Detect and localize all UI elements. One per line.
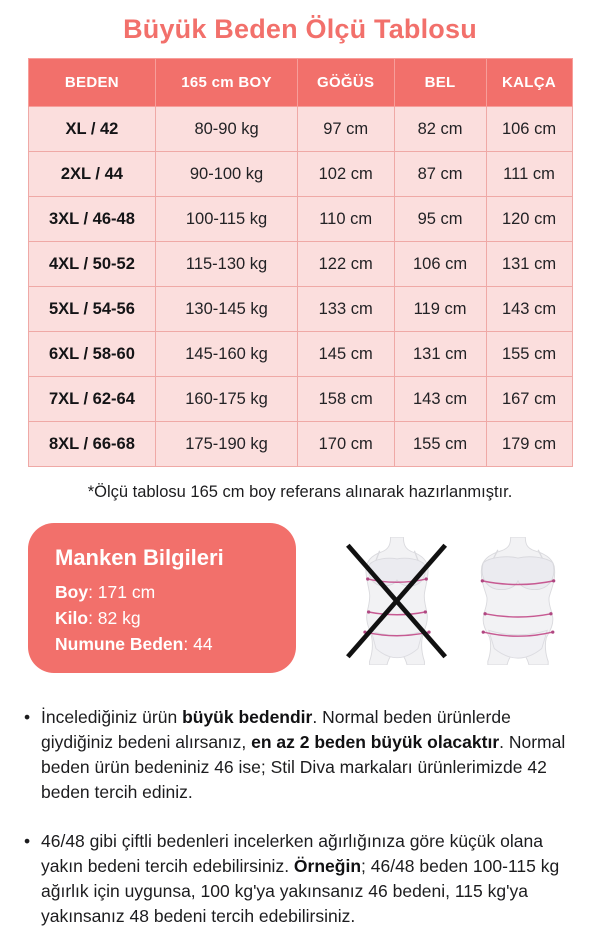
- slim-body-figure-crossed: [345, 537, 449, 665]
- weight-range-cell: 115-130 kg: [156, 242, 297, 287]
- weight-range-cell: 100-115 kg: [156, 197, 297, 242]
- waist-cell: 82 cm: [394, 107, 486, 152]
- size-table-row: [28, 197, 572, 242]
- waist-cell: 106 cm: [394, 242, 486, 287]
- table-footnote: *Ölçü tablosu 165 cm boy referans alınarak hazırlanmıştır.: [87, 483, 513, 501]
- size-cell: 4XL / 50-52: [28, 242, 156, 287]
- x-mark-icon: [345, 537, 449, 665]
- weight-range-cell: 160-175 kg: [156, 377, 297, 422]
- plus-body-silhouette: [462, 537, 574, 665]
- column-header-bel: BEL: [394, 59, 486, 107]
- model-info-line: Numune Beden: 44: [55, 633, 213, 654]
- note-text: 46/48 gibi çiftli bedenleri incelerken ağırlığınıza göre küçük olana yakın bedeni tercih edebilirsiniz. Örneğin; 46/48 beden 100-115 kg ağırlık için uygunsa, 100 kg'ya yakınsanız 46 bedeni, 115 kg'ya yakınsanız 48 bedeni tercih edebilirsiniz.: [41, 831, 560, 927]
- note-text: İncelediğiniz ürün büyük bedendir. Normal beden ürünlerde giydiğiniz bedeni alırsanız, en az 2 beden büyük olacaktır. Normal beden ürün bedeniniz 46 ise; Stil Diva markaları ürünlerimizde 42 beden tercih ediniz.: [41, 707, 566, 803]
- size-cell: 7XL / 62-64: [28, 377, 156, 422]
- column-header-gogus: GÖĞÜS: [297, 59, 394, 107]
- size-cell: 2XL / 44: [28, 152, 156, 197]
- waist-cell: 119 cm: [394, 287, 486, 332]
- notes-list: [22, 705, 578, 929]
- size-chart-page: [0, 14, 600, 927]
- bust-cell: 158 cm: [297, 377, 394, 422]
- plus-body-figure: [462, 537, 574, 665]
- hip-cell: 155 cm: [486, 332, 572, 377]
- bust-cell: 102 cm: [297, 152, 394, 197]
- size-cell: 5XL / 54-56: [28, 287, 156, 332]
- bust-cell: 170 cm: [297, 422, 394, 467]
- waist-cell: 87 cm: [394, 152, 486, 197]
- size-table-row: [28, 422, 572, 467]
- column-header-boy: 165 cm BOY: [156, 59, 297, 107]
- weight-range-cell: 90-100 kg: [156, 152, 297, 197]
- note-item: [22, 829, 578, 929]
- weight-range-cell: 145-160 kg: [156, 332, 297, 377]
- hip-cell: 131 cm: [486, 242, 572, 287]
- column-header-kalca: KALÇA: [486, 59, 572, 107]
- model-info-heading: Manken Bilgileri: [55, 545, 224, 570]
- column-header-beden: BEDEN: [28, 59, 156, 107]
- note-item: [22, 705, 578, 805]
- weight-range-cell: 130-145 kg: [156, 287, 297, 332]
- weight-range-cell: 175-190 kg: [156, 422, 297, 467]
- size-cell: XL / 42: [28, 107, 156, 152]
- bust-cell: 133 cm: [297, 287, 394, 332]
- hip-cell: 106 cm: [486, 107, 572, 152]
- size-table-row: [28, 107, 572, 152]
- waist-cell: 143 cm: [394, 377, 486, 422]
- bust-cell: 145 cm: [297, 332, 394, 377]
- model-info-lines: [55, 580, 286, 658]
- size-cell: 8XL / 66-68: [28, 422, 156, 467]
- size-table-row: [28, 152, 572, 197]
- size-table-row: [28, 242, 572, 287]
- model-info-line: Kilo: 82 kg: [55, 607, 141, 628]
- size-table: [28, 58, 573, 467]
- size-table-header-row: [28, 59, 572, 107]
- hip-cell: 120 cm: [486, 197, 572, 242]
- waist-cell: 155 cm: [394, 422, 486, 467]
- body-figures: [345, 537, 574, 665]
- size-table-row: [28, 332, 572, 377]
- hip-cell: 179 cm: [486, 422, 572, 467]
- page-title: Büyük Beden Ölçü Tablosu: [123, 14, 477, 44]
- model-info-card: [28, 523, 296, 673]
- bust-cell: 97 cm: [297, 107, 394, 152]
- waist-cell: 95 cm: [394, 197, 486, 242]
- hip-cell: 167 cm: [486, 377, 572, 422]
- model-info-section: [28, 523, 574, 673]
- hip-cell: 111 cm: [486, 152, 572, 197]
- model-info-line: Boy: 171 cm: [55, 582, 156, 602]
- hip-cell: 143 cm: [486, 287, 572, 332]
- size-table-row: [28, 377, 572, 422]
- bust-cell: 110 cm: [297, 197, 394, 242]
- size-cell: 6XL / 58-60: [28, 332, 156, 377]
- waist-cell: 131 cm: [394, 332, 486, 377]
- bust-cell: 122 cm: [297, 242, 394, 287]
- size-cell: 3XL / 46-48: [28, 197, 156, 242]
- size-table-row: [28, 287, 572, 332]
- weight-range-cell: 80-90 kg: [156, 107, 297, 152]
